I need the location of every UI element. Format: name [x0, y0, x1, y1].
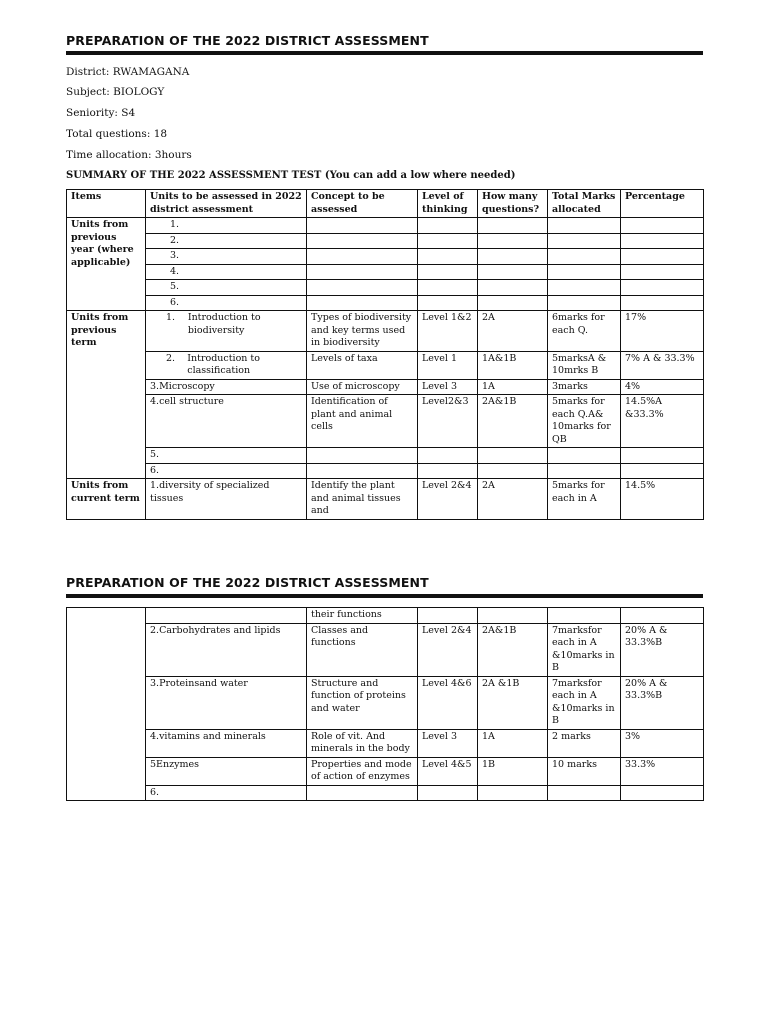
percentage-cell: 7% A & 33.3%: [621, 351, 704, 379]
concept-cell: Levels of taxa: [307, 351, 418, 379]
percentage-cell: 3%: [621, 729, 704, 757]
table-row: [67, 448, 704, 464]
summary-title: SUMMARY OF THE 2022 ASSESSMENT TEST (You can add a low where needed): [66, 170, 516, 181]
group-label-previous-term: Units from previous term: [67, 311, 146, 479]
marks-cell: 10 marks: [548, 757, 621, 785]
concept-cell: Use of microscopy: [307, 379, 418, 395]
page-2-header: PREPARATION OF THE 2022 DISTRICT ASSESSMENT: [66, 575, 429, 590]
table-row: [67, 785, 704, 801]
col-header-items: Items: [67, 190, 146, 218]
questions-cell: [478, 785, 548, 801]
unit-cell: 1.: [146, 218, 307, 234]
unit-cell: 1. Introduction to biodiversity: [146, 311, 307, 352]
unit-cell: 6.: [146, 463, 307, 479]
questions-cell: 2A: [478, 479, 548, 520]
unit-cell: 4.cell structure: [146, 395, 307, 448]
marks-cell: 3marks: [548, 379, 621, 395]
marks-cell: 2 marks: [548, 729, 621, 757]
level-cell: Level 3: [418, 379, 478, 395]
col-header-questions: How many questions?: [478, 190, 548, 218]
percentage-cell: 14.5%: [621, 479, 704, 520]
unit-cell: 5Enzymes: [146, 757, 307, 785]
level-cell: Level 4&5: [418, 757, 478, 785]
col-header-marks: Total Marks allocated: [548, 190, 621, 218]
table-row: [67, 218, 704, 234]
unit-cell: 2.: [146, 233, 307, 249]
percentage-cell: 20% A & 33.3%B: [621, 676, 704, 729]
assessment-table-continued: [66, 607, 704, 801]
table-row: [67, 608, 704, 624]
questions-cell: 1A&1B: [478, 351, 548, 379]
questions-cell: 2A: [478, 311, 548, 352]
total-questions-line: Total questions: 18: [66, 128, 168, 140]
percentage-cell: 4%: [621, 379, 704, 395]
unit-cell: [146, 608, 307, 624]
concept-cell: Classes and functions: [307, 623, 418, 676]
table-row: [67, 757, 704, 785]
concept-cell: Identification of plant and animal cells: [307, 395, 418, 448]
group-label-current-term: Units from current term: [67, 479, 146, 520]
questions-cell: 2A&1B: [478, 395, 548, 448]
table-row: [67, 295, 704, 311]
concept-cell: [307, 785, 418, 801]
level-cell: [418, 785, 478, 801]
concept-cell: Role of vit. And minerals in the body: [307, 729, 418, 757]
level-cell: Level2&3: [418, 395, 478, 448]
group-label-previous-year: Units from previous year (where applicable): [67, 218, 146, 311]
table-row: [67, 311, 704, 352]
marks-cell: 7marksfor each in A &10marks in B: [548, 676, 621, 729]
concept-cell: Identify the plant and animal tissues and: [307, 479, 418, 520]
percentage-cell: 17%: [621, 311, 704, 352]
concept-cell: their functions: [307, 608, 418, 624]
table-row: [67, 351, 704, 379]
unit-cell: 6.: [146, 295, 307, 311]
unit-cell: 5.: [146, 448, 307, 464]
questions-cell: 1A: [478, 729, 548, 757]
col-header-concept: Concept to be assessed: [307, 190, 418, 218]
level-cell: Level 2&4: [418, 479, 478, 520]
table-row: [67, 395, 704, 448]
level-cell: Level 1&2: [418, 311, 478, 352]
time-allocation-line: Time allocation: 3hours: [66, 149, 192, 161]
items-cell-empty: [67, 608, 146, 801]
percentage-cell: 20% A & 33.3%B: [621, 623, 704, 676]
concept-cell: Properties and mode of action of enzymes: [307, 757, 418, 785]
table-row: [67, 729, 704, 757]
unit-cell: 5.: [146, 280, 307, 296]
level-cell: Level 2&4: [418, 623, 478, 676]
table-row: [67, 233, 704, 249]
unit-cell: 3.Proteinsand water: [146, 676, 307, 729]
table-row: [67, 479, 704, 520]
page-1-header: PREPARATION OF THE 2022 DISTRICT ASSESSMENT: [66, 33, 429, 48]
percentage-cell: [621, 785, 704, 801]
questions-cell: 1A: [478, 379, 548, 395]
table-row: [67, 264, 704, 280]
table-header-row: [67, 190, 704, 218]
concept-cell: Types of biodiversity and key terms used in biodiversity: [307, 311, 418, 352]
marks-cell: [548, 785, 621, 801]
percentage-cell: 14.5%A &33.3%: [621, 395, 704, 448]
marks-cell: 5marks for each in A: [548, 479, 621, 520]
marks-cell: 7marksfor each in A &10marks in B: [548, 623, 621, 676]
header-rule: [66, 594, 703, 598]
district-line: District: RWAMAGANA: [66, 66, 190, 78]
level-cell: Level 1: [418, 351, 478, 379]
marks-cell: 5marksA & 10mrks B: [548, 351, 621, 379]
table-row: [67, 379, 704, 395]
col-header-level: Level of thinking: [418, 190, 478, 218]
col-header-percentage: Percentage: [621, 190, 704, 218]
unit-cell: 4.: [146, 264, 307, 280]
unit-cell: 2. Introduction to classification: [146, 351, 307, 379]
marks-cell: 5marks for each Q.A& 10marks for QB: [548, 395, 621, 448]
table-row: [67, 463, 704, 479]
questions-cell: 2A &1B: [478, 676, 548, 729]
unit-cell: 6.: [146, 785, 307, 801]
col-header-units: Units to be assessed in 2022 district assessment: [146, 190, 307, 218]
table-row: [67, 249, 704, 265]
level-cell: Level 3: [418, 729, 478, 757]
marks-cell: [548, 608, 621, 624]
concept-cell: Structure and function of proteins and water: [307, 676, 418, 729]
percentage-cell: [621, 608, 704, 624]
percentage-cell: 33.3%: [621, 757, 704, 785]
questions-cell: [478, 608, 548, 624]
header-rule: [66, 51, 703, 55]
seniority-line: Seniority: S4: [66, 107, 136, 119]
questions-cell: 1B: [478, 757, 548, 785]
unit-cell: 1.diversity of specialized tissues: [146, 479, 307, 520]
subject-line: Subject: BIOLOGY: [66, 86, 165, 98]
table-row: [67, 623, 704, 676]
level-cell: Level 4&6: [418, 676, 478, 729]
table-row: [67, 280, 704, 296]
table-row: [67, 676, 704, 729]
assessment-table: [66, 189, 704, 520]
unit-cell: 3.Microscopy: [146, 379, 307, 395]
level-cell: [418, 608, 478, 624]
unit-cell: 4.vitamins and minerals: [146, 729, 307, 757]
unit-cell: 3.: [146, 249, 307, 265]
marks-cell: 6marks for each Q.: [548, 311, 621, 352]
questions-cell: 2A&1B: [478, 623, 548, 676]
unit-cell: 2.Carbohydrates and lipids: [146, 623, 307, 676]
